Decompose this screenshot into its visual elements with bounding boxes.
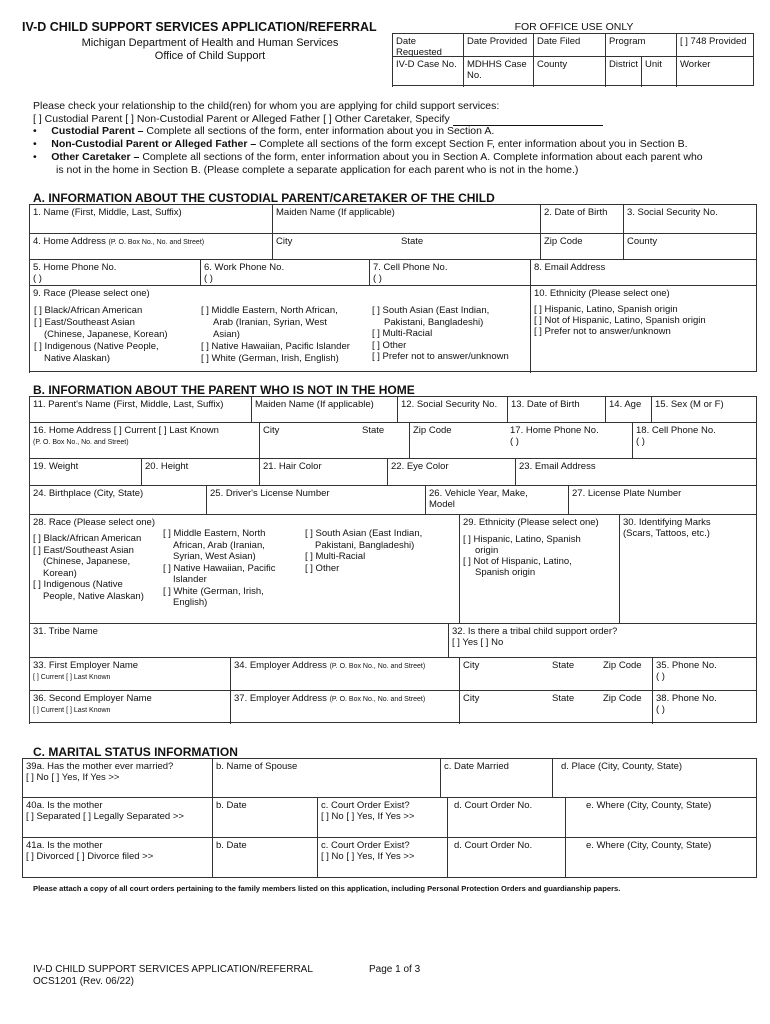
label: 20. Height <box>145 461 189 472</box>
label: c. Court Order Exist? <box>321 840 410 851</box>
label: City <box>263 425 280 436</box>
label: State <box>552 660 575 671</box>
b-hair-field[interactable] <box>259 458 387 486</box>
a-zip-field[interactable] <box>540 233 623 260</box>
sublabel[interactable]: [ ] Current [ ] Last Known <box>33 674 111 681</box>
label: Date Requested <box>396 36 442 56</box>
b-employer2-city[interactable] <box>459 690 549 724</box>
b-maiden-field[interactable] <box>251 396 397 422</box>
label: Date Provided <box>467 36 528 47</box>
race-option[interactable]: [ ] Other <box>305 562 340 574</box>
race-option-sub: (Chinese, Japanese, Korean) <box>44 329 168 340</box>
specify-field[interactable] <box>453 115 603 126</box>
office-program[interactable] <box>605 33 676 56</box>
label: 19. Weight <box>33 461 79 472</box>
race-option[interactable]: [ ] South Asian (East Indian, <box>372 305 490 316</box>
yes-no-options[interactable]: [ ] No [ ] Yes, If Yes >> <box>321 851 415 862</box>
ethnicity-option[interactable]: [ ] Not of Hispanic, Latino, Spanish origin <box>534 315 706 326</box>
office-date-provided[interactable] <box>463 33 533 56</box>
race-option[interactable]: [ ] South Asian (East Indian, <box>305 528 423 539</box>
relationship-options: [ ] Custodial Parent [ ] Non-Custodial Parent or Alleged Father [ ] Other Caretaker, Specify <box>33 113 450 125</box>
label: 8. Email Address <box>534 262 606 273</box>
b-employer2-phone[interactable] <box>652 690 757 724</box>
c-date-married-field[interactable] <box>440 758 552 797</box>
section-c-title: C. MARITAL STATUS INFORMATION <box>33 745 238 759</box>
a-home-phone-field[interactable] <box>29 259 200 286</box>
divorce-options[interactable]: [ ] Divorced [ ] Divorce filed >> <box>26 851 154 862</box>
label: e. Where (City, County, State) <box>586 800 712 811</box>
label: d. Court Order No. <box>454 840 533 851</box>
label: 10. Ethnicity (Please select one) <box>534 288 670 299</box>
c-40d-order-no[interactable] <box>447 797 565 838</box>
b-race-col1[interactable] <box>33 533 144 602</box>
b-city-field[interactable] <box>259 422 359 459</box>
office-unit[interactable] <box>641 56 676 87</box>
a-race-col2[interactable] <box>201 305 350 365</box>
c-place-field[interactable] <box>552 758 757 797</box>
label: 7. Cell Phone No. <box>373 262 448 273</box>
footer-page-number: Page 1 of 3 <box>369 964 421 975</box>
section-a-table <box>29 204 757 372</box>
b-race-col2[interactable] <box>163 528 275 609</box>
office-ivd-case[interactable] <box>392 56 463 87</box>
b-state-field[interactable] <box>359 422 409 459</box>
c-40b-date[interactable] <box>212 797 317 838</box>
label: 15. Sex (M or F) <box>655 399 724 410</box>
b-eye-field[interactable] <box>387 458 515 486</box>
race-option[interactable]: [ ] Multi-Racial <box>372 328 433 339</box>
b-email-field[interactable] <box>515 458 757 486</box>
label: 23. Email Address <box>519 461 596 472</box>
b-employer2-address[interactable] <box>230 690 459 724</box>
relationship-checkboxes[interactable] <box>33 113 603 126</box>
label: 2. Date of Birth <box>544 207 608 218</box>
sublabel: (P. O. Box No., No. and Street) <box>33 439 129 446</box>
label: 14. Age <box>609 399 642 410</box>
a-work-phone-field[interactable] <box>200 259 369 286</box>
b-birthplace-field[interactable] <box>29 485 206 515</box>
label: 11. Parent's Name (First, Middle, Last, Suffix) <box>33 399 224 410</box>
intro-line: Please check your relationship to the child(ren) for whom you are applying for child support services: <box>33 100 500 112</box>
c-spouse-field[interactable] <box>212 758 440 797</box>
c-41c-court[interactable] <box>317 837 447 878</box>
label: 4. Home Address <box>33 236 106 247</box>
label: City <box>276 236 293 247</box>
office-date-requested[interactable] <box>392 33 463 56</box>
footer-revision: OCS1201 (Rev. 06/22) <box>33 976 134 987</box>
label: 13. Date of Birth <box>511 399 580 410</box>
label: c. Court Order Exist? <box>321 800 410 811</box>
court-orders-note: Please attach a copy of all court orders pertaining to the family members listed on this application, including Personal Protection Orders and guardianship papers. <box>33 884 621 893</box>
race-option[interactable]: [ ] Other <box>372 339 407 351</box>
b-employer1-state[interactable] <box>549 657 600 691</box>
office-use-label: FOR OFFICE USE ONLY <box>514 21 634 33</box>
c-41d-order-no[interactable] <box>447 837 565 878</box>
race-option-sub: African, Arab (Iranian, <box>173 539 265 551</box>
office-district[interactable] <box>605 56 641 87</box>
label: 16. Home Address [ ] Current [ ] Last Known <box>33 425 219 436</box>
bullet-noncustodial: • Non-Custodial Parent or Alleged Father – Complete all sections of the form except Section F, enter information about you in Section B. <box>33 138 688 150</box>
office-county[interactable] <box>533 56 605 87</box>
label: State <box>552 693 575 704</box>
label: 38. Phone No. <box>656 693 717 704</box>
label: 12. Social Security No. <box>401 399 498 410</box>
b-employer2-zip[interactable] <box>600 690 652 724</box>
b-home-phone-field[interactable] <box>507 422 632 459</box>
office-date-filed[interactable] <box>533 33 605 56</box>
b-weight-field[interactable] <box>29 458 141 486</box>
label: 3. Social Security No. <box>627 207 718 218</box>
label: e. Where (City, County, State) <box>586 840 712 851</box>
label: City <box>463 660 480 671</box>
label: County <box>537 59 568 70</box>
b-employer1-field[interactable] <box>29 657 230 691</box>
bullet-bold: Non-Custodial Parent or Alleged Father – <box>51 138 257 150</box>
b-employer1-address[interactable] <box>230 657 459 691</box>
label: Zip Code <box>603 660 642 671</box>
label: MDHHS Case No. <box>467 59 527 81</box>
label: Maiden Name (If applicable) <box>276 207 395 218</box>
label: Date Filed <box>537 36 581 47</box>
a-maiden-field[interactable] <box>272 204 540 233</box>
label: 5. Home Phone No. <box>33 262 117 273</box>
race-option[interactable]: [ ] East/Southeast Asian <box>33 544 134 556</box>
bullet-caretaker: • Other Caretaker – Complete all sections of the form, enter information about you in Section A. Complete information about each parent who <box>33 151 703 163</box>
office-748-provided[interactable] <box>676 33 754 56</box>
label: 31. Tribe Name <box>33 626 98 637</box>
c-39a-field[interactable] <box>22 758 212 797</box>
ethnicity-option[interactable]: [ ] Hispanic, Latino, Spanish <box>463 534 581 545</box>
label: 22. Eye Color <box>391 461 449 472</box>
label: 21. Hair Color <box>263 461 322 472</box>
footer-form-name: IV-D CHILD SUPPORT SERVICES APPLICATION/REFERRAL <box>33 964 313 975</box>
bullet-bold: Other Caretaker – <box>51 151 140 163</box>
race-option-sub: Pakistani, Bangladeshi) <box>315 539 415 551</box>
label: 26. Vehicle Year, Make, <box>429 488 528 499</box>
label: City <box>463 693 480 704</box>
label: c. Date Married <box>444 761 509 772</box>
label: District <box>609 59 639 70</box>
label-cont: (Scars, Tattoos, etc.) <box>623 528 710 539</box>
b-cell-phone-field[interactable] <box>632 422 757 459</box>
c-41b-date[interactable] <box>212 837 317 878</box>
label: 33. First Employer Name <box>33 660 139 671</box>
label: Zip Code <box>413 425 452 436</box>
a-email-field[interactable] <box>530 259 757 286</box>
b-employer2-field[interactable] <box>29 690 230 724</box>
b-ssn-field[interactable] <box>397 396 507 422</box>
section-c-table <box>22 758 757 878</box>
label: Maiden Name (If applicable) <box>255 399 374 410</box>
section-b-title: B. INFORMATION ABOUT THE PARENT WHO IS NOT IN THE HOME <box>33 383 415 397</box>
label: 1. Name (First, Middle, Last, Suffix) <box>33 207 182 218</box>
race-option[interactable]: [ ] Black/African American <box>33 533 142 544</box>
sublabel: (P. O. Box No., No. and Street) <box>329 663 426 670</box>
label: 18. Cell Phone No. <box>636 425 716 436</box>
a-race-col3[interactable] <box>372 305 509 363</box>
a-cell-phone-field[interactable] <box>369 259 530 286</box>
sublabel: (P. O. Box No., No. and Street) <box>108 239 205 246</box>
race-option-sub: Syrian, West Asian) <box>173 551 256 562</box>
a-state-field[interactable] <box>397 233 540 260</box>
area-code: ( ) <box>204 273 213 284</box>
a-county-field[interactable] <box>623 233 757 260</box>
race-option[interactable]: [ ] Multi-Racial <box>305 551 366 562</box>
label: 9. Race (Please select one) <box>33 288 150 299</box>
label: 28. Race (Please select one) <box>33 517 155 528</box>
office-worker[interactable] <box>676 56 754 87</box>
c-40e-where[interactable] <box>565 797 757 838</box>
label: 36. Second Employer Name <box>33 693 152 704</box>
b-employer2-state[interactable] <box>549 690 600 724</box>
b-zip-field[interactable] <box>409 422 507 459</box>
a-address-field[interactable] <box>29 233 272 260</box>
b-marks-field[interactable] <box>619 514 757 624</box>
race-option-sub: English) <box>173 597 208 608</box>
b-race-col3[interactable] <box>305 528 422 574</box>
label: 29. Ethnicity (Please select one) <box>463 517 599 528</box>
separated-options[interactable]: [ ] Separated [ ] Legally Separated >> <box>26 811 184 822</box>
race-option[interactable]: [ ] Middle Eastern, North <box>163 528 266 539</box>
label: b. Date <box>216 840 247 851</box>
b-age-field[interactable] <box>605 396 651 422</box>
a-ethnicity-field <box>530 285 757 373</box>
department-name: Michigan Department of Health and Human Services <box>81 37 339 49</box>
b-address-field[interactable] <box>29 422 259 459</box>
area-code: ( ) <box>636 436 645 447</box>
bullet-text: Complete all sections of the form, enter information about you in Section A. Complete information about each parent who <box>139 151 703 163</box>
label: 17. Home Phone No. <box>510 425 599 436</box>
section-a-title: A. INFORMATION ABOUT THE CUSTODIAL PARENT/CARETAKER OF THE CHILD <box>33 191 495 205</box>
label: Unit <box>645 59 662 70</box>
bullet-custodial: • Custodial Parent – Complete all sections of the form, enter information about you in Section A. <box>33 125 495 137</box>
label: 27. License Plate Number <box>572 488 682 499</box>
b-tribal-order-field[interactable] <box>448 623 757 658</box>
label: 30. Identifying Marks <box>623 517 711 528</box>
yes-no-options[interactable]: [ ] Yes [ ] No <box>452 637 504 648</box>
c-40a-field[interactable] <box>22 797 212 838</box>
label: 6. Work Phone No. <box>204 262 285 273</box>
race-option[interactable]: [ ] Native Hawaiian, Pacific <box>163 562 276 574</box>
label: 37. Employer Address <box>234 693 327 704</box>
ethnicity-option[interactable]: [ ] Not of Hispanic, Latino, <box>463 556 572 567</box>
c-40c-court[interactable] <box>317 797 447 838</box>
race-option[interactable]: [ ] Indigenous (Native <box>33 579 123 590</box>
ethnicity-option[interactable]: [ ] Prefer not to answer/unknown <box>534 326 671 337</box>
label: d. Court Order No. <box>454 800 533 811</box>
area-code: ( ) <box>656 671 665 682</box>
a-dob-field[interactable] <box>540 204 623 233</box>
race-option[interactable]: [ ] Indigenous (Native People, <box>34 341 159 352</box>
label: 39a. Has the mother ever married? <box>26 761 174 772</box>
b-employer1-phone[interactable] <box>652 657 757 691</box>
label: 41a. Is the mother <box>26 840 103 851</box>
label: Zip Code <box>544 236 583 247</box>
section-b-table <box>29 396 757 723</box>
race-option-sub: Korean) <box>43 567 77 579</box>
bullet-text: Complete all sections of the form, enter information about you in Section A. <box>143 125 495 137</box>
a-ssn-field[interactable] <box>623 204 757 233</box>
b-dl-field[interactable] <box>206 485 425 515</box>
label: d. Place (City, County, State) <box>561 761 683 772</box>
a-name-field[interactable] <box>29 204 272 233</box>
yes-no-options[interactable]: [ ] No [ ] Yes, If Yes >> <box>26 772 120 783</box>
c-41e-where[interactable] <box>565 837 757 878</box>
area-code: ( ) <box>510 436 519 447</box>
ethnicity-option-sub: Spanish origin <box>475 567 536 578</box>
label: Worker <box>680 59 711 70</box>
race-option-sub: Arab (Iranian, Syrian, West <box>213 317 327 328</box>
label: County <box>627 236 658 247</box>
area-code: ( ) <box>656 704 665 715</box>
race-option-sub: People, Native Alaskan) <box>43 590 144 602</box>
sublabel[interactable]: [ ] Current [ ] Last Known <box>33 707 111 714</box>
race-option[interactable]: [ ] Native Hawaiian, Pacific Islander <box>201 341 350 352</box>
form-title: IV-D CHILD SUPPORT SERVICES APPLICATION/REFERRAL <box>22 20 377 34</box>
b-vehicle-field[interactable] <box>425 485 568 515</box>
bullet-caretaker-cont: is not in the home in Section B. (Please complete a separate application for each parent who is not in the home.) <box>56 164 579 176</box>
b-sex-field[interactable] <box>651 396 757 422</box>
label: State <box>362 425 385 436</box>
race-option[interactable]: [ ] White (German, Irish, <box>163 585 264 597</box>
race-option-sub: Pakistani, Bangladeshi) <box>384 316 484 328</box>
bullet-bold: Custodial Parent – <box>51 125 144 137</box>
race-option-sub: Islander <box>173 574 207 585</box>
label: 34. Employer Address <box>234 660 327 671</box>
office-use-box <box>392 33 754 86</box>
area-code: ( ) <box>33 273 42 284</box>
b-plate-field[interactable] <box>568 485 757 515</box>
office-mdhhs-case[interactable] <box>463 56 533 87</box>
sublabel: (P. O. Box No., No. and Street) <box>329 696 426 703</box>
label: State <box>401 236 424 247</box>
b-employer1-city[interactable] <box>459 657 549 691</box>
b-employer1-zip[interactable] <box>600 657 652 691</box>
a-race-col1[interactable] <box>34 305 168 365</box>
race-option[interactable]: [ ] White (German, Irish, English) <box>201 353 339 364</box>
label: IV-D Case No. <box>396 59 457 70</box>
race-option-sub: (Chinese, Japanese, <box>43 556 131 567</box>
label: b. Date <box>216 800 247 811</box>
b-dob-field[interactable] <box>507 396 605 422</box>
c-41a-field[interactable] <box>22 837 212 878</box>
ethnicity-option-sub: origin <box>475 545 499 556</box>
b-ethnicity-field <box>459 514 619 624</box>
label: 25. Driver's License Number <box>210 488 330 499</box>
label: [ ] 748 Provided <box>680 36 747 47</box>
race-option[interactable]: [ ] Prefer not to answer/unknown <box>372 351 509 362</box>
label: Zip Code <box>603 693 642 704</box>
race-option-sub: Native Alaskan) <box>44 353 111 364</box>
label: 24. Birthplace (City, State) <box>33 488 144 499</box>
race-option-sub: Asian) <box>213 329 240 340</box>
label: 35. Phone No. <box>656 660 717 671</box>
bullet-text: Complete all sections of the form except Section F, enter information about you in Section B. <box>256 138 688 150</box>
b-tribe-field[interactable] <box>29 623 448 658</box>
race-option[interactable]: [ ] East/Southeast Asian <box>34 317 135 328</box>
label: Program <box>609 36 646 47</box>
area-code: ( ) <box>373 273 382 284</box>
label: 32. Is there a tribal child support order? <box>452 626 618 637</box>
a-city-field[interactable] <box>272 233 397 260</box>
b-height-field[interactable] <box>141 458 259 486</box>
office-name: Office of Child Support <box>154 50 266 62</box>
b-name-field[interactable] <box>29 396 251 422</box>
ethnicity-option[interactable]: [ ] Hispanic, Latino, Spanish origin <box>534 304 678 315</box>
label: b. Name of Spouse <box>216 761 298 772</box>
race-option[interactable]: [ ] Middle Eastern, North African, <box>201 305 338 316</box>
yes-no-options[interactable]: [ ] No [ ] Yes, If Yes >> <box>321 811 415 822</box>
label-cont: Model <box>429 499 455 510</box>
race-option[interactable]: [ ] Black/African American <box>34 305 143 316</box>
label: 40a. Is the mother <box>26 800 103 811</box>
